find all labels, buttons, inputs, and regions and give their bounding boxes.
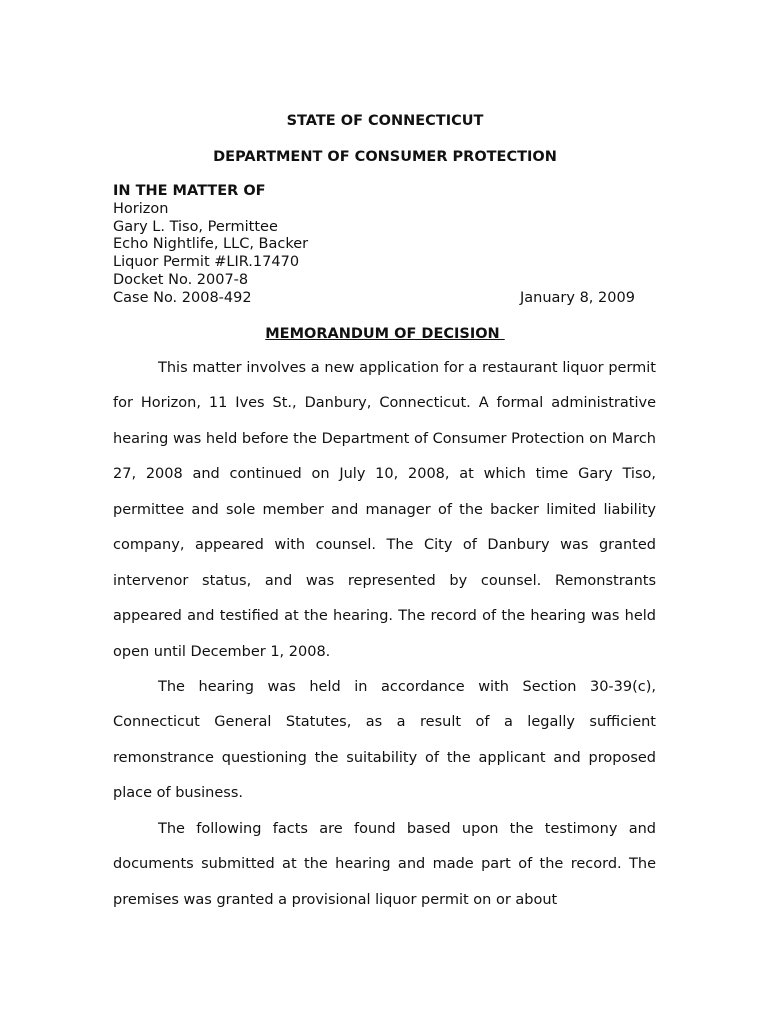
decision-date: January 8, 2009	[520, 290, 635, 306]
matter-business-name: Horizon	[113, 200, 169, 217]
matter-case-number: Case No. 2008-492	[113, 289, 252, 306]
department-heading: DEPARTMENT OF CONSUMER PROTECTION	[213, 149, 557, 165]
memo-paragraph: The hearing was held in accordance with Section 30-39(c), Connecticut General Statutes, as a result of a legally sufficient remonstrance questioning the suitability of the applicant and proposed place of business.	[113, 679, 656, 802]
state-heading: STATE OF CONNECTICUT	[286, 113, 484, 129]
memo-body-paragraph-2-block	[113, 670, 656, 812]
memo-body-paragraph-1-block	[113, 351, 656, 670]
memo-paragraph: The following facts are found based upon the testimony and documents submitted at the hearing and made part of the record. The premises was granted a provisional liquor permit on or about	[113, 821, 656, 908]
matter-docket-number: Docket No. 2007-8	[113, 271, 249, 288]
matter-permittee: Gary L. Tiso, Permittee	[113, 218, 278, 235]
memo-title-wrapper	[0, 325, 770, 343]
memo-body-paragraph-3-block	[113, 812, 656, 918]
memo-paragraph: This matter involves a new application for a restaurant liquor permit for Horizon, 11 Ives St., Danbury, Connecticut. A formal administrative hearing was held before the Department of Consumer Protection on March 27, 2008 and continued on July 10, 2008, at which time Gary Tiso, permittee and sole member and manager of the backer limited liability company, appeared with counsel. The City of Danbury was granted intervenor status, and was represented by counsel. Remonstrants appeared and testified at the hearing. The record of the hearing was held open until December 1, 2008.	[113, 360, 656, 660]
memo-title: MEMORANDUM OF DECISION	[265, 326, 505, 342]
matter-heading: IN THE MATTER OF	[113, 183, 266, 199]
matter-backer: Echo Nightlife, LLC, Backer	[113, 236, 309, 253]
matter-permit-number: Liquor Permit #LIR.17470	[113, 254, 300, 271]
matter-block	[113, 183, 658, 308]
